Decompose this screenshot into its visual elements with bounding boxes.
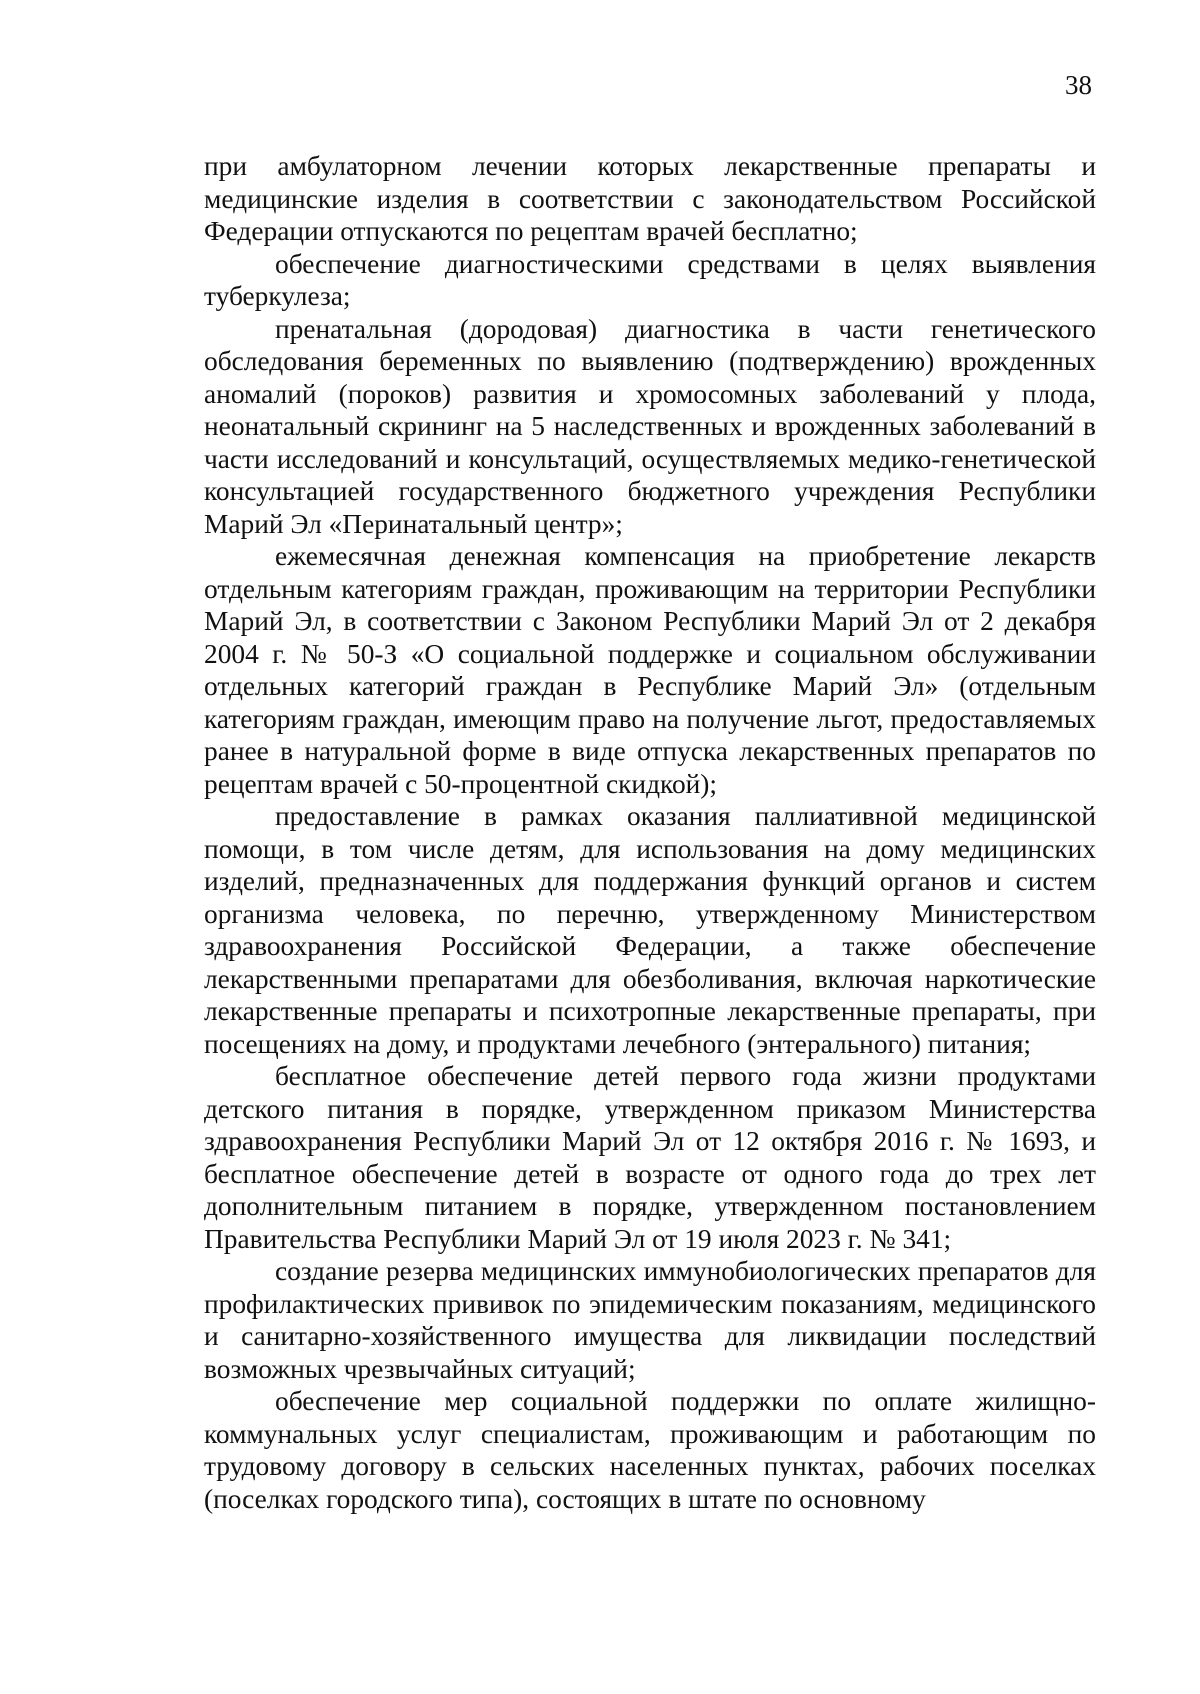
paragraph-3: пренатальная (дородовая) диагностика в части генетического обследования беременных по выявлению (подтверждению) врожденных аномалий (пороков) развития и хромосомных заболеваний у плода, неонатальный скрининг на 5 наследственных и врожденных заболеваний в части исследований и консультаций, осуществляемых медико-генетической консультацией государственного бюджетного учреждения Республики Марий Эл «Перинатальный центр»; bbox=[204, 313, 1096, 539]
document-body bbox=[204, 150, 1096, 1515]
paragraph-8: обеспечение мер социальной поддержки по оплате жилищно-коммунальных услуг специалистам, проживающим и работающим по трудовому договору в сельских населенных пунктах, рабочих поселках (поселках городского типа), состоящих в штате по основному bbox=[204, 1386, 1096, 1514]
paragraph-4: ежемесячная денежная компенсация на приобретение лекарств отдельным категориям граждан, проживающим на территории Республики Марий Эл, в соответствии с Законом Республики Марий Эл от 2 декабря 2004 г. № 50-З «О социальной поддержке и социальном обслуживании отдельных категорий граждан в Республике Марий Эл» (отдельным категориям граждан, имеющим право на получение льгот, предоставляемых ранее в натуральной форме в виде отпуска лекарственных препаратов по рецептам врачей с 50-процентной скидкой); bbox=[204, 541, 1096, 799]
page-number: 38 bbox=[1065, 70, 1092, 100]
paragraph-7: создание резерва медицинских иммунобиологических препаратов для профилактических прививок по эпидемическим показаниям, медицинского и санитарно-хозяйственного имущества для ликвидации последствий возможных чрезвычайных ситуаций; bbox=[204, 1256, 1096, 1384]
paragraph-2: обеспечение диагностическими средствами в целях выявления туберкулеза; bbox=[204, 248, 1096, 311]
paragraph-1: при амбулаторном лечении которых лекарственные препараты и медицинские изделия в соответствии с законодательством Российской Федерации отпускаются по рецептам врачей бесплатно; bbox=[204, 151, 1096, 246]
paragraph-6: бесплатное обеспечение детей первого года жизни продуктами детского питания в порядке, утвержденном приказом Министерства здравоохранения Республики Марий Эл от 12 октября 2016 г. № 1693, и бесплатное обеспечение детей в возрасте от одного года до трех лет дополнительным питанием в порядке, утвержденном постановлением Правительства Республики Марий Эл от 19 июля 2023 г. № 341; bbox=[204, 1061, 1096, 1254]
paragraph-5: предоставление в рамках оказания паллиативной медицинской помощи, в том числе детям, для использования на дому медицинских изделий, предназначенных для поддержания функций органов и систем организма человека, по перечню, утвержденному Министерством здравоохранения Российской Федерации, а также обеспечение лекарственными препаратами для обезболивания, включая наркотические лекарственные препараты и психотропные лекарственные препараты, при посещениях на дому, и продуктами лечебного (энтерального) питания; bbox=[204, 801, 1096, 1059]
